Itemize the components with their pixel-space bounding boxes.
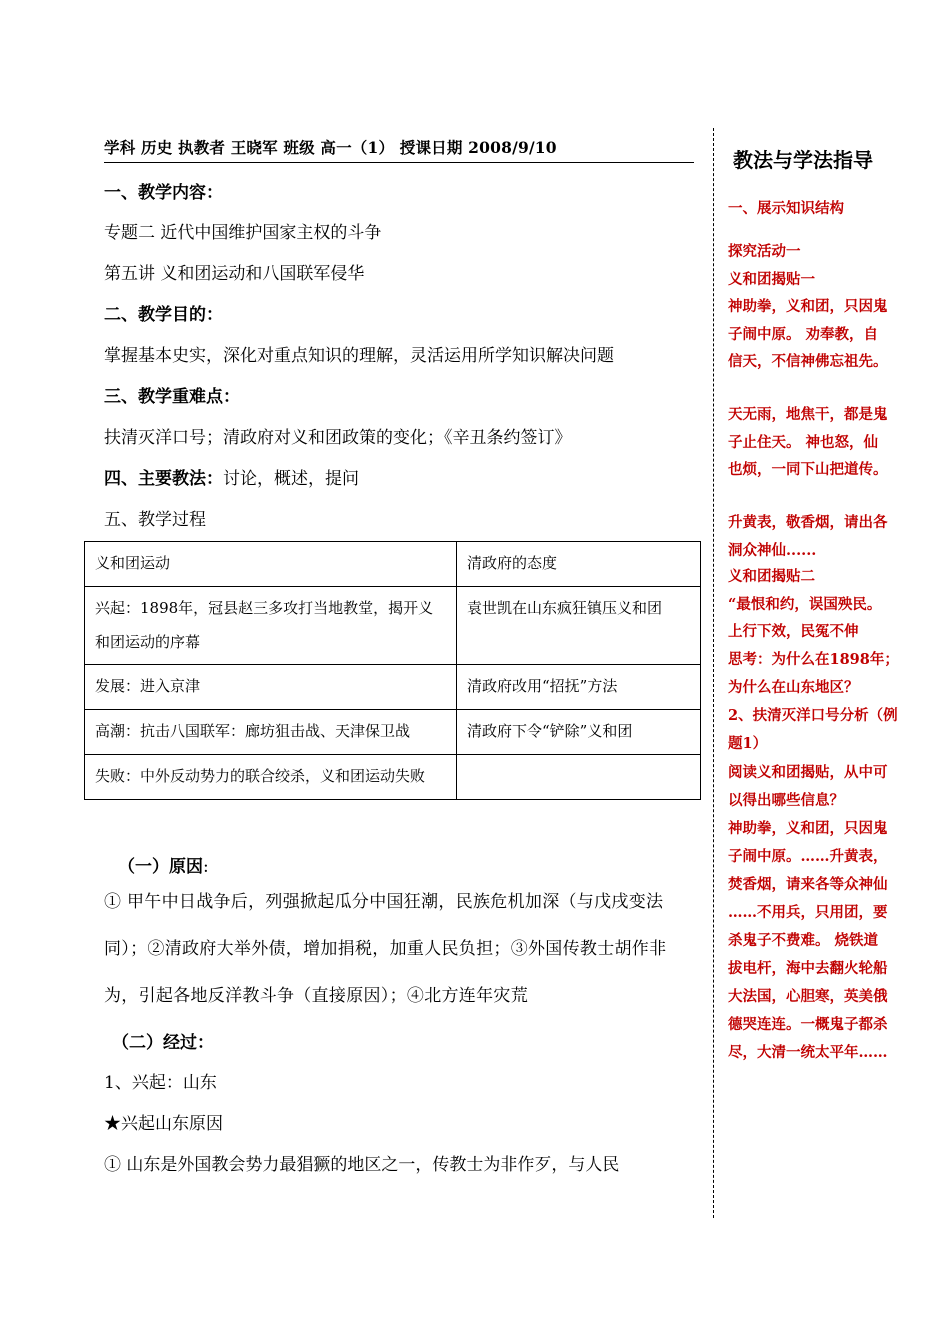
sidebar-line: 2、扶清灭洋口号分析（例 — [728, 707, 898, 724]
table-cell: 袁世凯在山东疯狂镇压义和团 — [457, 586, 701, 665]
course-heading: （二）经过： — [112, 1033, 214, 1053]
table-cell: 高潮：抗击八国联军：廊坊狙击战、天津保卫战 — [85, 710, 457, 755]
difficulty-heading: 三、教学重难点： — [104, 387, 240, 407]
table-row — [85, 754, 701, 799]
sidebar-line: 升黄表，敬香烟，请出各 — [728, 514, 888, 531]
sidebar-line: ……不用兵，只用团，要 — [728, 904, 888, 921]
sidebar-line: 上行下效，民冤不伸 — [728, 623, 859, 640]
cause-text: ① 甲午中日战争后，列强掀起瓜分中国狂潮，民族危机加深（与戊戌变法同）；②清政府大举外债，增加捐税，加重人民负担；③外国传教士胡作非为，引起各地反洋教斗争（直接原因）；④北方连年灾荒 — [104, 892, 667, 1006]
cause-colon: : — [203, 857, 209, 877]
rise-text: 1、兴起：山东 — [104, 1073, 217, 1093]
sidebar-line: 子闹中原。……升黄表， — [728, 848, 888, 865]
table-header-row — [85, 542, 701, 587]
sidebar-divider — [713, 128, 714, 1218]
table-row — [85, 710, 701, 755]
rise-reason-heading: ★兴起山东原因 — [104, 1114, 223, 1134]
method-line — [104, 464, 359, 489]
rise-reason-text: ① 山东是外国教会势力最猖獗的地区之一，传教士为非作歹，与人民 — [104, 1155, 620, 1175]
table-header-cell: 清政府的态度 — [457, 542, 701, 587]
sidebar-line: 一、展示知识结构 — [728, 200, 844, 217]
sidebar-line: 子闹中原。 劝奉教，自 — [728, 326, 879, 343]
cause-heading-line — [118, 852, 209, 877]
sidebar-line: 义和团揭贴二 — [728, 568, 815, 585]
sidebar-line: 神助拳，义和团，只因鬼 — [728, 820, 888, 837]
sidebar-line: 拔电杆，海中去翻火轮船 — [728, 960, 888, 977]
table-cell: 兴起：1898年，冠县赵三多攻打当地教堂，揭开义和团运动的序幕 — [85, 586, 457, 665]
sidebar-line: 以得出哪些信息？ — [728, 792, 844, 809]
content-heading: 一、教学内容： — [104, 183, 223, 203]
sidebar-line: 德哭连连。一概鬼子都杀 — [728, 1016, 888, 1033]
sidebar-line: 天无雨，地焦干，都是鬼 — [728, 406, 888, 423]
aim-heading: 二、教学目的： — [104, 305, 223, 325]
process-table — [84, 541, 701, 800]
sidebar-title: 教法与学法指导 — [733, 148, 873, 172]
table-row — [85, 586, 701, 665]
sidebar-line: 探究活动一 — [728, 243, 801, 260]
table-row — [85, 665, 701, 710]
sidebar-line: 思考：为什么在1898年； — [728, 651, 899, 668]
lesson-text: 第五讲 义和团运动和八国联军侵华 — [104, 264, 365, 284]
topic-text: 专题二 近代中国维护国家主权的斗争 — [104, 223, 382, 243]
table-cell: 失败：中外反动势力的联合绞杀，义和团运动失败 — [85, 754, 457, 799]
sidebar-line: 尽，大清一统太平年…… — [728, 1044, 888, 1061]
table-cell — [457, 754, 701, 799]
table-header-cell: 义和团运动 — [85, 542, 457, 587]
cause-heading: （一）原因 — [118, 857, 203, 877]
sidebar-line: 焚香烟，请来各等众神仙 — [728, 876, 888, 893]
sidebar-line: 为什么在山东地区？ — [728, 679, 859, 696]
aim-text: 掌握基本史实，深化对重点知识的理解，灵活运用所学知识解决问题 — [104, 346, 614, 366]
sidebar-line: 大法国，心胆寒，英美俄 — [728, 988, 888, 1005]
sidebar-line: 子止住天。 神也怒，仙 — [728, 434, 879, 451]
sidebar-line: 题1） — [728, 735, 768, 752]
process-heading: 五、教学过程 — [104, 510, 206, 530]
sidebar-line: 阅读义和团揭贴，从中可 — [728, 764, 888, 781]
sidebar-line: 也烦，一同下山把道传。 — [728, 461, 888, 478]
difficulty-text: 扶清灭洋口号；清政府对义和团政策的变化；《辛丑条约签订》 — [104, 428, 572, 448]
sidebar-line: 信天，不信神佛忘祖先。 — [728, 353, 888, 370]
sidebar-line: 杀鬼子不费难。 烧铁道 — [728, 932, 879, 949]
table-cell: 发展：进入京津 — [85, 665, 457, 710]
method-heading: 四、主要教法： — [104, 469, 223, 489]
lesson-header: 学科 历史 执教者 王晓军 班级 高一（1） 授课日期 2008/9/10 — [104, 136, 694, 163]
sidebar-line: 义和团揭贴一 — [728, 271, 815, 288]
sidebar-line: 神助拳，义和团，只因鬼 — [728, 298, 888, 315]
table-cell: 清政府改用“招抚”方法 — [457, 665, 701, 710]
method-text: 讨论，概述，提问 — [223, 469, 359, 489]
table-cell: 清政府下令“铲除”义和团 — [457, 710, 701, 755]
sidebar-line: 洞众神仙...... — [728, 542, 817, 559]
sidebar-line: “最恨和约，误国殃民。 — [728, 596, 882, 613]
